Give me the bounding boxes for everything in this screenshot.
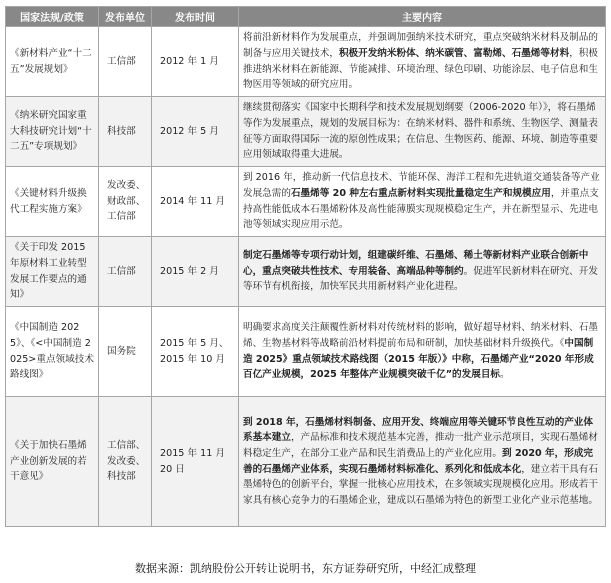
issuing-dept: 发改委、财政部、工信部 xyxy=(99,167,152,237)
issue-date: 2015 年 5 月、2015 年 10 月 xyxy=(152,307,239,397)
header-date: 发布时间 xyxy=(152,7,239,27)
main-content xyxy=(239,97,606,167)
header-content: 主要内容 xyxy=(239,7,606,27)
issue-date: 2014 年 11 月 xyxy=(152,167,239,237)
main-content xyxy=(239,27,606,97)
table-header-row xyxy=(6,7,606,27)
issue-date: 2015 年 11 月 20 日 xyxy=(152,397,239,527)
policy-name: 《纳米研究国家重大科技研究计划“十二五”专项规划》 xyxy=(6,97,99,167)
source-note: 数据来源：凯纳股份公开转让说明书，东方证券研究所，中经汇成整理 xyxy=(135,562,476,575)
main-content xyxy=(239,167,606,237)
content-segment-bold: 制定石墨烯等专项行动计划，组建碳纤维、石墨烯、稀土等新材料产业联合创新中心，重点突破共性技术、专用装备、高端品种等制约 xyxy=(243,250,589,277)
issuing-dept: 科技部 xyxy=(99,97,152,167)
policy-name: 《新材料产业“十二五”发展规划》 xyxy=(6,27,99,97)
policy-name: 《中国制造 2025》、《<中国制造 2025>重点领域技术路线图》 xyxy=(6,307,99,397)
content-segment: 明确要求高度关注颠覆性新材料对传统材料的影响，做好超导材料、纳米材料、石墨烯、生物基材料等战略前沿材料提前布局和研制，加快基础材料升级换代。《 xyxy=(243,322,598,349)
issue-date: 2012 年 5 月 xyxy=(152,97,239,167)
issuing-dept: 工信部 xyxy=(99,27,152,97)
content-segment: ，产品标准和技术规范基本完善，推动一批产业示范项目，实现石墨烯材料稳定生产，在部分工业产品和民生消费品上的产业化应用。 xyxy=(243,432,598,459)
main-content xyxy=(239,397,606,527)
table-row xyxy=(6,167,606,237)
content-segment: 。促进军民新材料在研究、开发等环节有机衔接，加快军民共用新材料产业化进程。 xyxy=(243,265,598,293)
table-row xyxy=(6,397,606,527)
content-segment: 继续贯彻落实《国家中长期科学和技术发展规划纲要（2006-2020 年）》，将石墨烯等作为发展重点，规划的发展目标为：在纳米材料、器件和系统、生物医学、测量表征等方面取得国际一流的原创性成果；在信息、生物医药、能源、环境、制造等重要应用领域取得重大进展。 xyxy=(243,102,598,161)
issuing-dept: 工信部、发改委、科技部 xyxy=(99,397,152,527)
content-segment-bold: 到 2018 年，石墨烯材料制备、应用开发、终端应用等关键环节良性互动的产业体系基本建立 xyxy=(243,416,593,444)
table-row xyxy=(6,27,606,97)
content-segment-bold: 到 2020 年，形成完善的石墨烯产业体系，实现石墨烯材料标准化、系列化和低成本化 xyxy=(243,447,593,475)
header-dept: 发布单位 xyxy=(99,7,152,27)
issue-date: 2015 年 2 月 xyxy=(152,237,239,307)
content-segment: ，积极推进纳米材料在新能源、节能减排、环境治理、绿色印刷、功能涂层、电子信息和生物医用等领域的研究应用。 xyxy=(243,47,598,91)
policy-name: 《关于印发 2015 年原材料工业转型发展工作要点的通知》 xyxy=(6,237,99,307)
header-policy: 国家法规/政策 xyxy=(6,7,99,27)
table-row xyxy=(6,307,606,397)
policy-name: 《关于加快石墨烯产业创新发展的若干意见》 xyxy=(6,397,99,527)
issue-date: 2012 年 1 月 xyxy=(152,27,239,97)
issuing-dept: 工信部 xyxy=(99,237,152,307)
main-content xyxy=(239,307,606,397)
content-segment: 将前沿新材料作为发展重点，并强调加强纳米技术研究，重点突破纳米材料及制品的制备与应用关键技术， xyxy=(243,32,598,59)
content-segment-bold: 积极开发纳米粉体、纳米碳管、富勒烯、石墨烯等材料 xyxy=(338,47,570,59)
content-segment: 。 xyxy=(500,369,510,381)
issuing-dept: 国务院 xyxy=(99,307,152,397)
table-row xyxy=(6,237,606,307)
content-segment: 到 2016 年，推动新一代信息技术、节能环保、海洋工程和先进轨道交通装备等产业发展急需的 xyxy=(243,172,600,199)
policy-name: 《关键材料升级换代工程实施方案》 xyxy=(6,167,99,237)
content-segment: ，并重点支持高性能低成本石墨烯粉体及高性能薄膜实现规模稳定生产，并在新型显示、先进电池等领域实现应用示范。 xyxy=(243,187,599,231)
content-segment-bold: 中国制造 2025》重点领域技术路线图（2015 年版）》中称，石墨烯产业“2020 年形成百亿产业规模，2025 年整体产业规模突破千亿”的发展目标 xyxy=(243,337,594,381)
main-content xyxy=(239,237,606,307)
table-row xyxy=(6,97,606,167)
content-segment-bold: 石墨烯等 20 种左右重点新材料实现批量稳定生产和规模应用 xyxy=(290,187,551,199)
policy-table xyxy=(5,6,606,527)
content-segment: ，建立若干具有石墨烯特色的创新平台，掌握一批核心应用技术，在多领域实现规模化应用。形成若干家具有核心竞争力的石墨烯企业，建成以石墨烯为特色的新型工业化产业示范基地。 xyxy=(243,463,598,506)
